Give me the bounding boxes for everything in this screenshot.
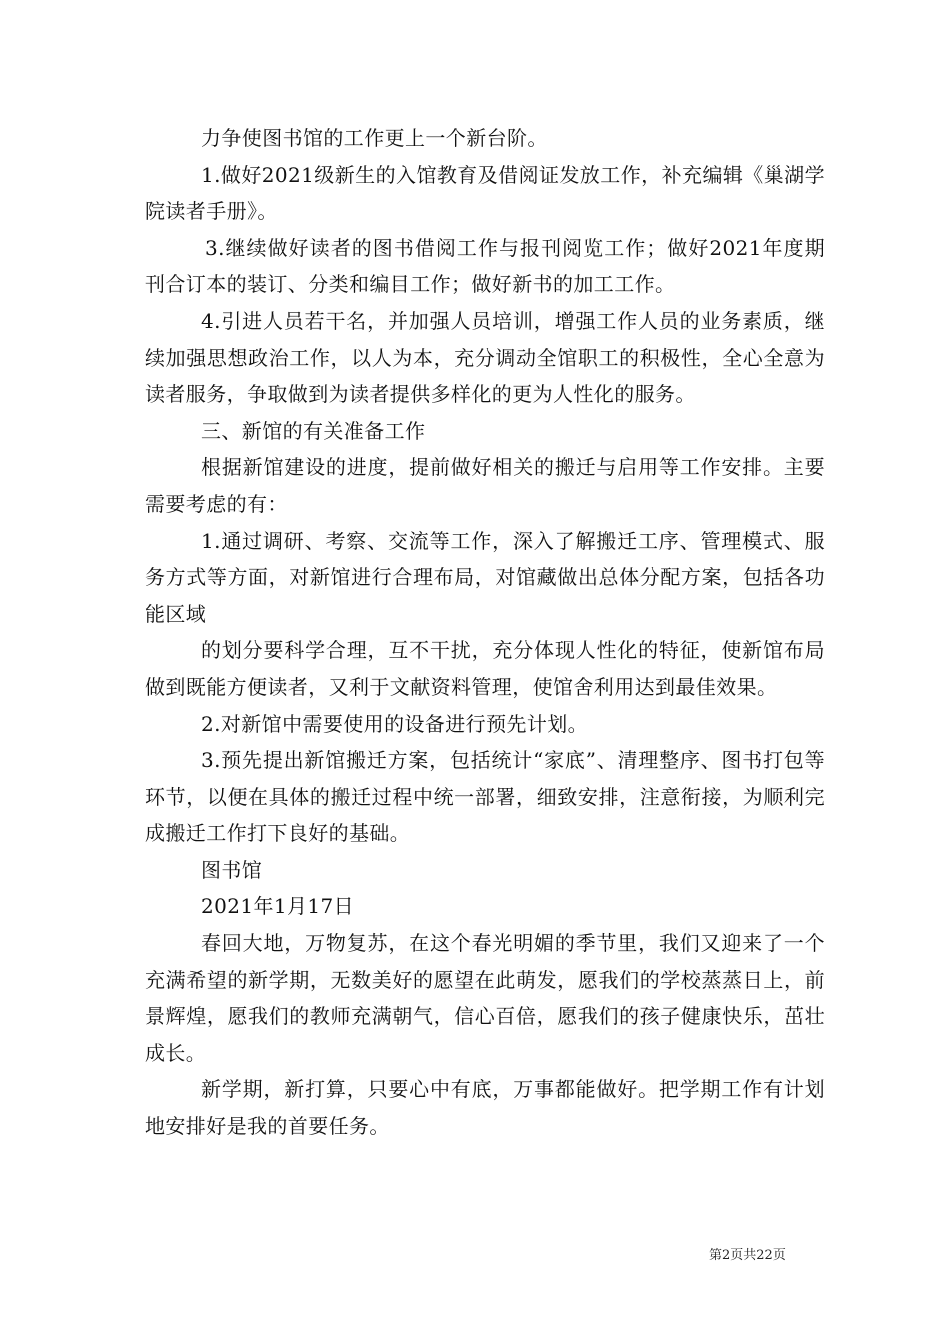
signature-org: 图书馆 (201, 857, 263, 882)
paragraph-7: 1.通过调研、考察、交流等工作，深入了解搬迁工序、管理模式、服务方式等方面，对新馆进行合理布局，对馆藏做出总体分配方案，包括各功能区域 (145, 528, 825, 626)
paragraph-13: 春回大地，万物复苏，在这个春光明媚的季节里，我们又迎来了一个充满希望的新学期，无数美好的愿望在此萌发，愿我们的学校蒸蒸日上，前景辉煌，愿我们的教师充满朝气，信心百倍，愿我们的孩子健康快乐，茁壮成长。 (145, 931, 825, 1065)
paragraph-3: 3.继续做好读者的图书借阅工作与报刊阅览工作；做好2021年度期刊合订本的装订、分类和编目工作；做好新书的加工工作。 (145, 235, 825, 297)
paragraph-4: 4.引进人员若干名，并加强人员培训，增强工作人员的业务素质，继续加强思想政治工作，以人为本，充分调动全馆职工的积极性，全心全意为读者服务，争取做到为读者提供多样化的更为人性化的服务。 (145, 308, 825, 407)
paragraph-6: 根据新馆建设的进度，提前做好相关的搬迁与启用等工作安排。主要需要考虑的有： (145, 455, 825, 516)
paragraph-1: 力争使图书馆的工作更上一个新台阶。 (201, 126, 548, 150)
paragraph-10: 3.预先提出新馆搬迁方案，包括统计“家底”、清理整序、图书打包等环节，以便在具体的搬迁过程中统一部署，细致安排，注意衔接，为顺利完成搬迁工作打下良好的基础。 (145, 748, 825, 846)
section-heading: 三、新馆的有关准备工作 (201, 418, 426, 443)
signature-date: 2021年1月17日 (201, 894, 355, 919)
paragraph-2: 1.做好2021级新生的入馆教育及借阅证发放工作，补充编辑《巢湖学院读者手册》。 (145, 162, 825, 224)
body-text (145, 120, 825, 1145)
paragraph-14: 新学期，新打算，只要心中有底，万事都能做好。把学期工作有计划地安排好是我的首要任务。 (145, 1077, 825, 1139)
paragraph-9: 2.对新馆中需要使用的设备进行预先计划。 (201, 711, 589, 736)
paragraph-8: 的划分要科学合理，互不干扰，充分体现人性化的特征，使新馆布局做到既能方便读者，又利于文献资料管理，使馆舍利用达到最佳效果。 (145, 638, 825, 699)
page-number: 第2页共22页 (709, 1248, 786, 1263)
